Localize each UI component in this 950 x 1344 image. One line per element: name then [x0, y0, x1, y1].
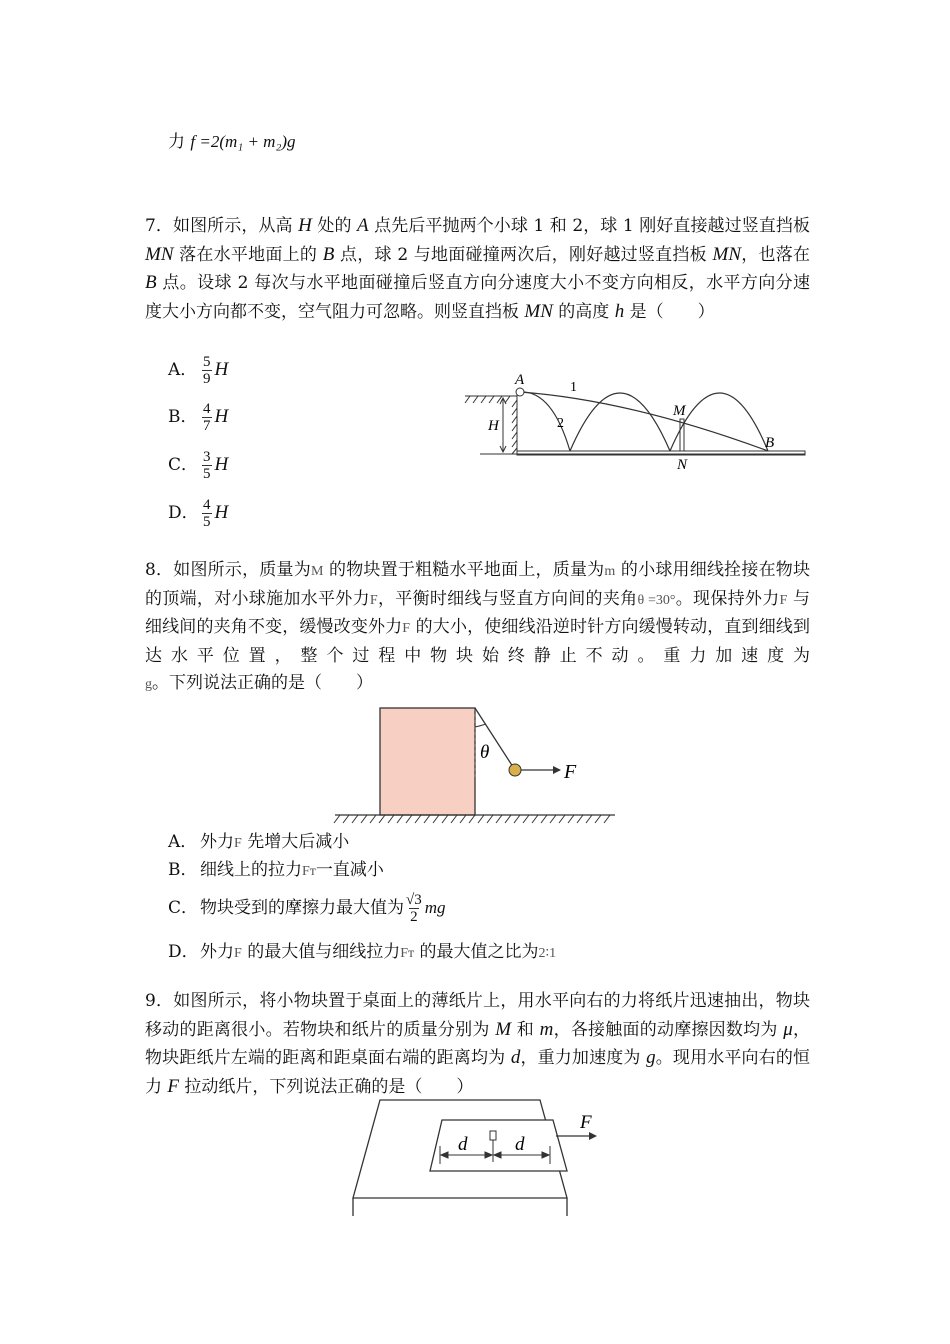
math-variable: F	[234, 836, 242, 851]
q7-label-b: B	[765, 435, 775, 451]
text-run: 如图所示，质量为	[173, 560, 311, 580]
q8-block	[380, 708, 475, 815]
q8-label-f: F	[564, 761, 577, 783]
q8-option-b[interactable]: B． 细线上的拉力Fᴛ一直减小	[168, 860, 384, 880]
math-variable: Fᴛ	[400, 946, 415, 961]
text-run: 和	[511, 1019, 540, 1040]
q9-stem-text	[145, 991, 810, 1097]
math-variable: g	[145, 677, 152, 692]
q8-angle-arc	[475, 724, 486, 727]
ball2-bounce1	[570, 393, 670, 451]
text-run: 的最大值与细线拉力	[241, 942, 401, 962]
hatch-line	[334, 815, 340, 823]
hatch-line	[568, 815, 574, 823]
text-run: ，物块距纸片左端的距离和距桌面右端的距离均为	[145, 1019, 811, 1068]
text-run: 的高度	[552, 301, 615, 322]
q9-stem	[145, 988, 810, 1101]
math-variable: MN	[524, 300, 553, 322]
math-variable: MN	[712, 243, 742, 265]
hatch-line	[478, 815, 484, 823]
hatch-line	[424, 815, 430, 823]
hatch-line	[379, 815, 385, 823]
text-run: ，各接触面的动摩擦因数均为	[553, 1019, 784, 1040]
q7-stem-text	[145, 216, 810, 322]
text-run: 如图所示，从高	[173, 216, 299, 236]
hatch-line	[532, 815, 538, 823]
hatch-line	[433, 815, 439, 823]
text-run: 。现保持外力	[675, 588, 780, 609]
text-run: 点先后平抛两个小球 1 和 2，球 1 刚好直接越过竖直挡板	[368, 216, 810, 236]
text-run: 是（ ）	[624, 301, 715, 322]
math-variable: m	[539, 1018, 554, 1040]
text-run: ，平衡时细线与竖直方向间的夹角	[377, 588, 638, 609]
math-variable: B	[322, 243, 335, 265]
math-variable: M	[310, 564, 324, 579]
math-variable: h	[614, 300, 625, 322]
math-variable: 2∶1	[538, 946, 557, 961]
q7-height-arrow	[500, 398, 506, 452]
hatch-line	[469, 815, 475, 823]
text-run: 。现用水平向右的恒力	[145, 1048, 811, 1097]
hatch-line	[487, 815, 493, 823]
q8-stem-text	[145, 560, 810, 693]
hatch-line	[604, 815, 610, 823]
q9-label-d-right: d	[515, 1134, 525, 1155]
text-run: 拉动纸片，下列说法正确的是（ ）	[179, 1076, 474, 1097]
q7-option-c[interactable]: C． $\frac{3}{5}$ H	[168, 449, 229, 482]
q9-paper	[430, 1120, 567, 1171]
hatch-line	[577, 815, 583, 823]
math-variable: θ =30°	[637, 592, 676, 608]
text-run: ，也落在	[741, 244, 811, 265]
text-run: 细线上的拉力	[200, 860, 302, 880]
text-run: 。下列说法正确的是（ ）	[152, 673, 373, 693]
q7-label-a: A	[515, 372, 525, 388]
text-run: 的最大值之比为	[414, 942, 539, 962]
top-formula-line	[168, 128, 296, 156]
hatch-line	[442, 815, 448, 823]
hatch-line	[595, 815, 601, 823]
q8-option-d[interactable]: D．外力F 的最大值与细线拉力Fᴛ 的最大值之比为2∶1	[168, 942, 557, 962]
q8-label-theta: θ	[480, 742, 490, 763]
q7-option-b[interactable]: B． $\frac{4}{7}$ H	[168, 401, 229, 434]
hatch-line	[541, 815, 547, 823]
text-run: 落在水平地面上的	[173, 244, 323, 265]
q9-number: 9．	[145, 991, 174, 1011]
hatch-line	[550, 815, 556, 823]
text-run: 与细线间的夹角不变，缓慢改变外力	[145, 588, 811, 637]
q7-figure	[460, 370, 810, 475]
q8-stem	[145, 557, 810, 699]
math-variable: F	[779, 592, 788, 608]
math-variable: MN	[145, 243, 174, 265]
hatch-line	[586, 815, 592, 823]
math-variable: F	[234, 946, 242, 961]
q7-point-a	[516, 388, 524, 396]
hatch-line	[559, 815, 565, 823]
hatch-line	[361, 815, 367, 823]
hatch-line	[496, 815, 502, 823]
hatch-line	[406, 815, 412, 823]
q8-figure	[330, 705, 630, 830]
q9-block	[490, 1131, 496, 1140]
q9-label-d-left: d	[458, 1134, 468, 1155]
math-variable: g	[646, 1047, 656, 1068]
q7-stem	[145, 212, 810, 326]
hatch-line	[388, 815, 394, 823]
hatch-line	[343, 815, 349, 823]
math-variable: M	[495, 1018, 512, 1040]
text-run: 物块受到的摩擦力最大值为	[200, 898, 404, 918]
math-variable: B	[145, 272, 157, 293]
hatch-line	[415, 815, 421, 823]
hatch-line	[523, 815, 529, 823]
q7-option-d[interactable]: D． $\frac{4}{5}$ H	[168, 497, 229, 530]
top-formula: f =2(m₁ + m₂)g	[190, 132, 296, 151]
q7-ground	[480, 451, 805, 455]
text-run: 的大小，使细线沿逆时针方向缓慢转动，直到细线到达水平位置，整个过程中物块始终静止不动。重力加速度为	[145, 617, 811, 666]
hatch-line	[370, 815, 376, 823]
text-run: 点。设球 2 每次与水平地面碰撞后竖直方向分速度大小不变方向相反，水平方向分速度大小方向都不变，空气阻力可忽略。则竖直挡板	[145, 273, 810, 322]
ball2-bounce2	[670, 393, 768, 451]
q8-number: 8．	[145, 560, 174, 580]
q7-label-h: H	[488, 418, 499, 434]
math-variable: m	[604, 564, 616, 579]
text-run: 先增大后减小	[241, 832, 350, 852]
q7-label-ball2: 2	[557, 416, 564, 431]
text-run: 如图所示，将小物块置于桌面上的薄纸片上，用水平向右的力将纸片迅速抽出，物块移动的距离很小。若物块和纸片的质量分别为	[145, 991, 810, 1040]
q8-ground-hatch	[334, 815, 610, 823]
q7-label-ball1: 1	[570, 380, 577, 395]
text-run: 的小球用细线拴接在物块的顶端，对小球施加水平外力	[145, 560, 811, 609]
q7-label-n: N	[677, 457, 688, 473]
q8-ball	[509, 764, 521, 776]
q9-figure	[345, 1098, 605, 1220]
hatch-line	[505, 815, 511, 823]
hatch-line	[451, 815, 457, 823]
hatch-line	[397, 815, 403, 823]
math-variable: Fᴛ	[302, 864, 316, 879]
math-variable: F	[402, 621, 411, 636]
hatch-line	[514, 815, 520, 823]
math-variable: μ	[783, 1018, 793, 1040]
hatch-line	[352, 815, 358, 823]
q9-label-f: F	[580, 1112, 592, 1133]
math-variable: F	[369, 592, 378, 608]
q7-label-m: M	[673, 403, 686, 419]
text-run: 点，球 2 与地面碰撞两次后，刚好越过竖直挡板	[334, 244, 713, 265]
text-run: 的物块置于粗糙水平地面上，质量为	[323, 560, 605, 580]
math-variable: A	[357, 215, 369, 236]
q7-number: 7．	[145, 216, 173, 236]
hatch-line	[460, 815, 466, 823]
text-run: ，重力加速度为	[520, 1048, 647, 1068]
text-run: 处的	[311, 216, 358, 236]
q7-option-a[interactable]: A． $\frac{5}{9}$ H	[168, 354, 229, 387]
top-prefix: 力	[168, 132, 185, 152]
math-variable: F	[167, 1075, 180, 1097]
math-variable: d	[510, 1047, 521, 1068]
q8-option-a[interactable]: A． 外力F 先增大后减小	[168, 832, 350, 852]
math-variable: H	[298, 215, 312, 236]
q8-option-c[interactable]: C． 物块受到的摩擦力最大值为 $\frac{√3}{2}$ mg	[168, 892, 446, 925]
text-run: 外力	[200, 942, 234, 962]
text-run: 外力	[200, 832, 234, 852]
text-run: 一直减小	[315, 860, 384, 880]
